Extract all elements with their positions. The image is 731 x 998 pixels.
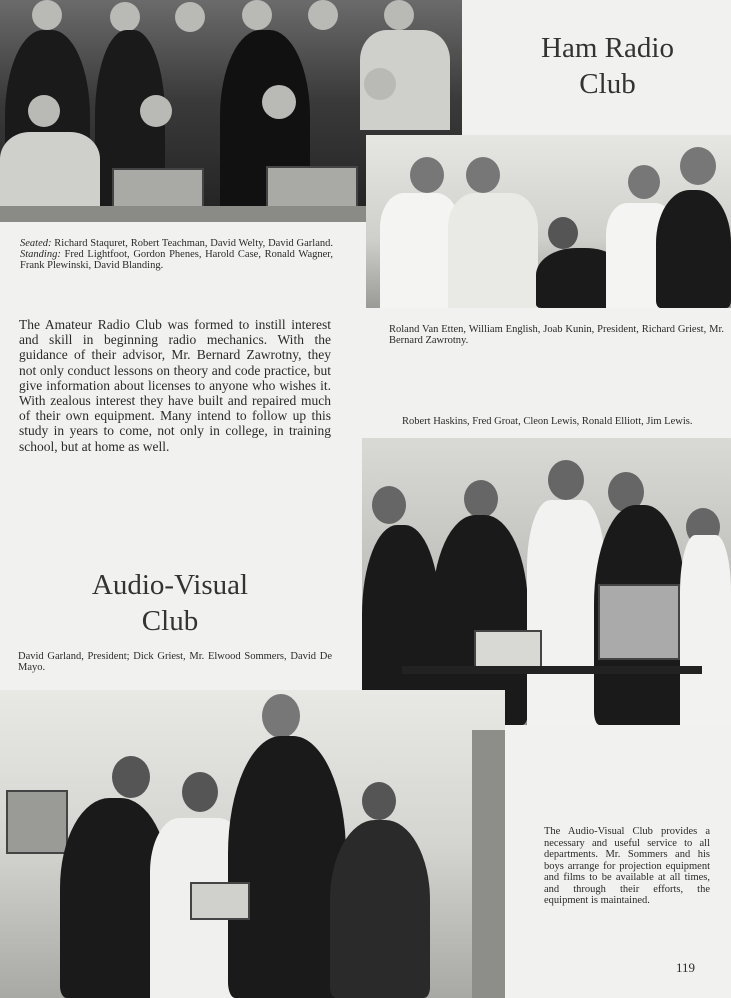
audio-visual-title bbox=[40, 567, 300, 639]
ham-radio-title-line2: Club bbox=[579, 68, 636, 100]
seated-label: Seated: bbox=[20, 238, 52, 249]
ham-radio-group-caption bbox=[20, 238, 333, 271]
audio-visual-group-caption: Robert Haskins, Fred Groat, Cleon Lewis, Ronald Elliott, Jim Lewis. bbox=[402, 416, 693, 427]
ham-radio-description: The Amateur Radio Club was formed to instill interest and skill in beginning radio mechanics. With the guidance of their advisor, Mr. Bernard Zawrotny, they not only conduct lessons on theory and code practice, but give information about licenses to anyone who wishes it. With zealous interest they have built and repaired much of their own equipment. Many intend to follow up this study in years to come, not only in college, in training school, but at home as well. bbox=[19, 317, 331, 454]
ham-radio-officers-caption: Roland Van Etten, William English, Joab Kunin, President, Richard Griest, Mr. Bernard Zawrotny. bbox=[389, 324, 724, 346]
ham-radio-officers-photo bbox=[366, 135, 731, 308]
standing-names: Fred Lightfoot, Gordon Phenes, Harold Case, Ronald Wagner, Frank Plewinski, David Blanding. bbox=[20, 249, 333, 271]
standing-label: Standing: bbox=[20, 249, 61, 260]
audio-visual-group-photo bbox=[362, 438, 731, 725]
audio-visual-title-line2: Club bbox=[141, 605, 199, 637]
audio-visual-officers-caption: David Garland, President; Dick Griest, Mr. Elwood Sommers, David De Mayo. bbox=[18, 651, 332, 673]
audio-visual-description: The Audio-Visual Club provides a necessary and useful service to all departments. Mr. Sommers and his boys arrange for projection equipment and films to be available at all times, and through their efforts, the equipment is maintained. bbox=[544, 826, 710, 906]
audio-visual-title-line1: Audio-Visual bbox=[91, 569, 249, 601]
audio-visual-officers-photo bbox=[0, 690, 505, 998]
ham-radio-title-line1: Ham Radio bbox=[541, 32, 674, 64]
page-number: 119 bbox=[676, 960, 696, 975]
ham-radio-title bbox=[490, 30, 725, 102]
seated-names: Richard Staquret, Robert Teachman, David Welty, David Garland. bbox=[51, 238, 333, 249]
